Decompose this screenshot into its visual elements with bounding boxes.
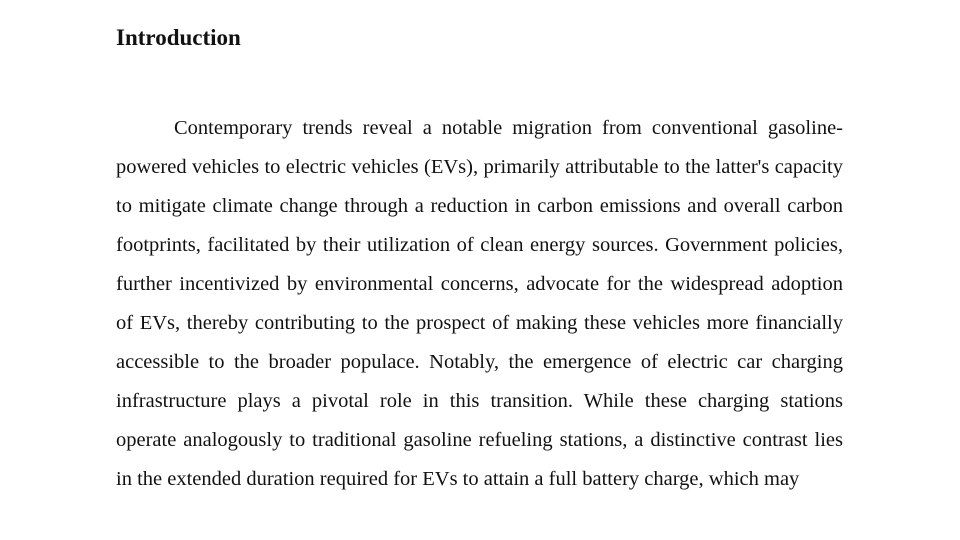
section-heading: Introduction — [116, 25, 241, 50]
body-paragraph: Contemporary trends reveal a notable migration from conventional gasoline-powered vehicles to electric vehicles (EVs), primarily attributable to the latter's capacity to mitigate climate change through a reduction in carbon emissions and overall carbon footprints, facilitated by their utilization of clean energy sources. Government policies, further incentivized by environmental concerns, advocate for the widespread adoption of EVs, thereby contributing to the prospect of making these vehicles more financially accessible to the broader populace. Notably, the emergence of electric car charging infrastructure plays a pivotal role in this transition. While these charging stations operate analogously to traditional gasoline refueling stations, a distinctive contrast lies in the extended duration required for EVs to attain a full battery charge, which may — [116, 117, 843, 490]
